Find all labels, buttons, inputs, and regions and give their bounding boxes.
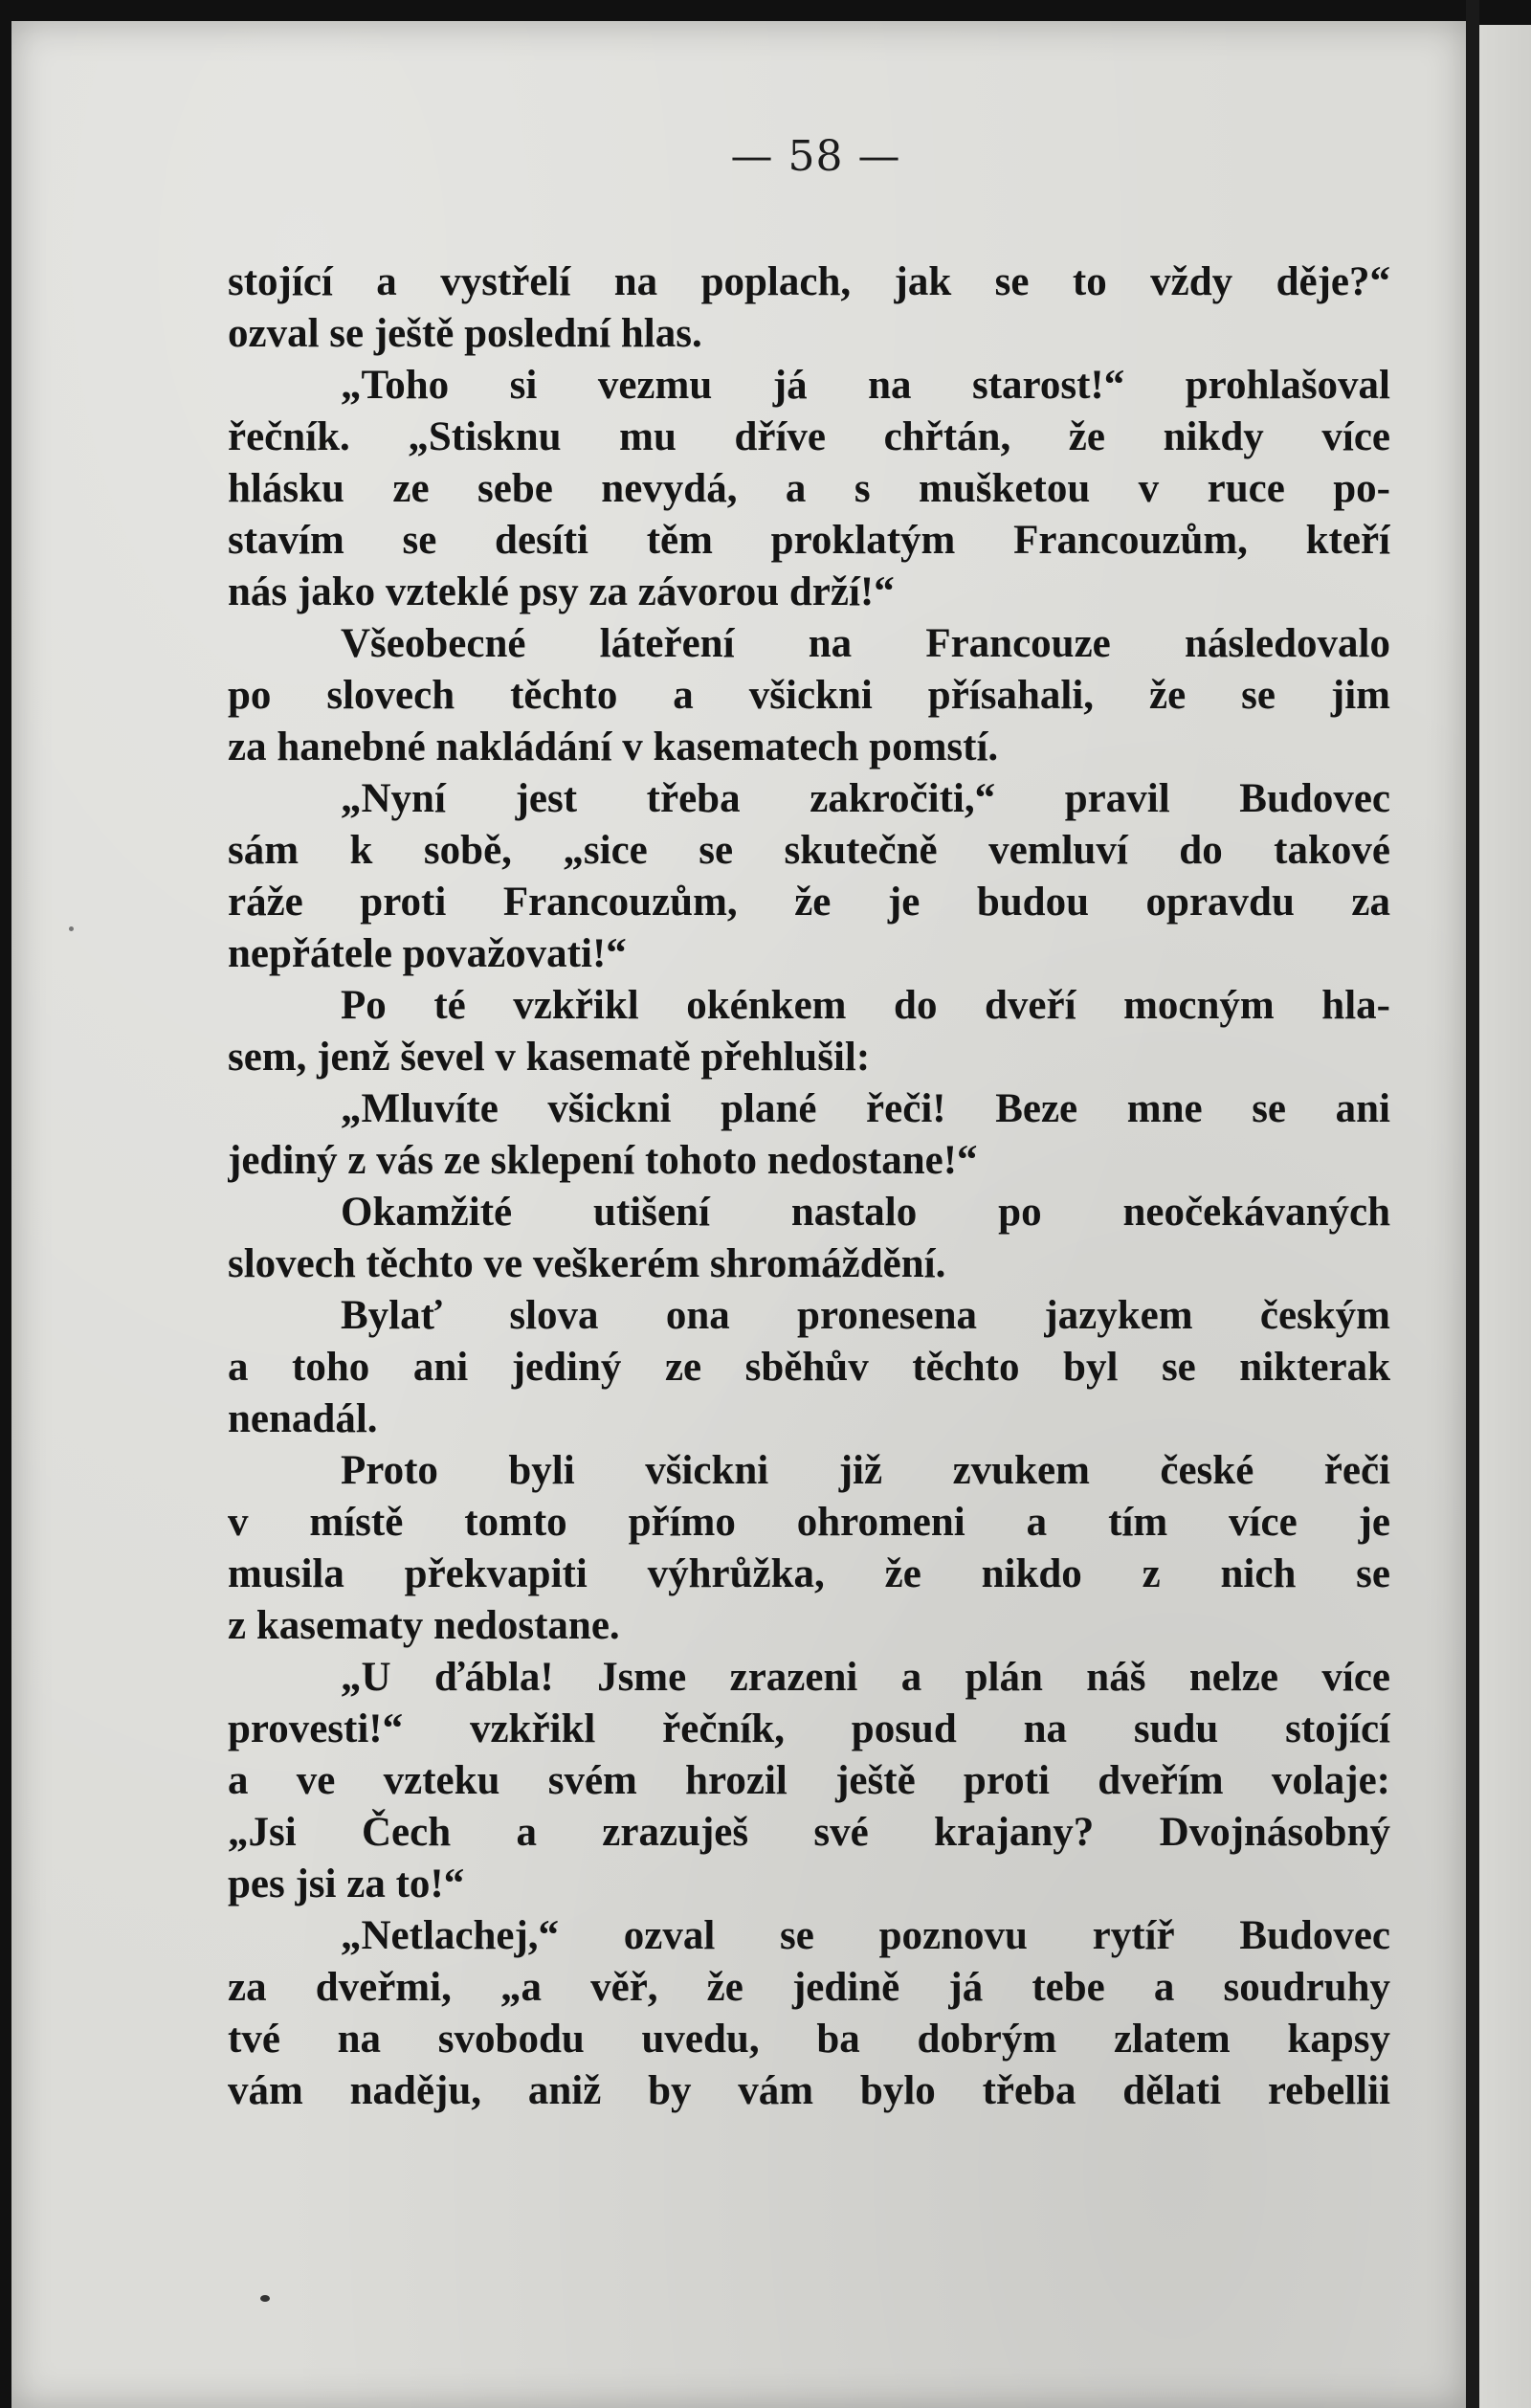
- text-line: Po té vzkřikl okénkem do dveří mocným hla-: [341, 983, 1390, 1028]
- text-line: nenadál.: [228, 1396, 378, 1441]
- text-line: „Jsi Čech a zrazuješ své krajany? Dvojnásobný: [228, 1810, 1390, 1855]
- text-line: jediný z vás ze sklepení tohoto nedostane!“: [228, 1138, 978, 1183]
- text-line: ozval se ještě poslední hlas.: [228, 311, 702, 356]
- next-page-edge: [1479, 25, 1531, 2408]
- ink-speck: [260, 2295, 270, 2302]
- text-line: „Netlachej,“ ozval se poznovu rytíř Budovec: [341, 1913, 1390, 1958]
- text-line: Bylať slova ona pronesena jazykem českým: [341, 1293, 1390, 1338]
- text-line: „Mluvíte všickni plané řeči! Beze mne se ani: [341, 1086, 1390, 1131]
- text-line: Všeobecné láteření na Francouze následovalo: [341, 621, 1390, 666]
- text-line: z kasematy nedostane.: [228, 1603, 620, 1648]
- text-line: Proto byli všickni již zvukem české řeči: [341, 1448, 1390, 1493]
- text-line: pes jsi za to!“: [228, 1862, 465, 1906]
- text-line: „Nyní jest třeba zakročiti,“ pravil Budovec: [341, 776, 1390, 821]
- text-line: za hanebné nakládání v kasematech pomstí.: [228, 725, 999, 769]
- text-line: vám naděju, aniž by vám bylo třeba dělati rebellii: [228, 2068, 1390, 2113]
- page-number: — 58 —: [730, 132, 901, 181]
- text-line: musila překvapiti výhrůžka, že nikdo z nich se: [228, 1551, 1390, 1596]
- ink-speck: [69, 926, 74, 931]
- text-line: po slovech těchto a všickni přísahali, že se jim: [228, 673, 1390, 718]
- text-line: provesti!“ vzkřikl řečník, posud na sudu stojící: [228, 1706, 1390, 1751]
- text-line: nás jako vzteklé psy za závorou drží!“: [228, 569, 895, 614]
- text-line: stavím se desíti těm proklatým Francouzům, kteří: [228, 518, 1390, 563]
- text-line: sem, jenž ševel v kasematě přehlušil:: [228, 1035, 871, 1080]
- text-line: tvé na svobodu uvedu, ba dobrým zlatem kapsy: [228, 2017, 1390, 2062]
- text-line: Okamžité utišení nastalo po neočekávaných: [341, 1190, 1390, 1235]
- body-text: [228, 256, 1390, 2117]
- text-line: a ve vzteku svém hrozil ještě proti dveřím volaje:: [228, 1758, 1390, 1803]
- text-line: a toho ani jediný ze sběhův těchto byl se nikterak: [228, 1345, 1390, 1390]
- text-line: v místě tomto přímo ohromeni a tím více je: [228, 1500, 1390, 1545]
- text-line: nepřátele považovati!“: [228, 931, 627, 976]
- text-line: „U ďábla! Jsme zrazeni a plán náš nelze více: [341, 1655, 1390, 1700]
- page-gutter: [1466, 0, 1479, 2408]
- text-line: stojící a vystřelí na poplach, jak se to vždy děje?“: [228, 259, 1390, 304]
- text-line: slovech těchto ve veškerém shromáždění.: [228, 1241, 946, 1286]
- text-line: řečník. „Stisknu mu dříve chřtán, že nikdy více: [228, 414, 1390, 459]
- text-line: „Toho si vezmu já na starost!“ prohlašoval: [341, 363, 1390, 408]
- text-line: ráže proti Francouzům, že je budou opravdu za: [228, 880, 1390, 925]
- text-line: hlásku ze sebe nevydá, a s mušketou v ruce po-: [228, 466, 1390, 511]
- text-line: za dveřmi, „a věř, že jedině já tebe a soudruhy: [228, 1965, 1390, 2010]
- text-line: sám k sobě, „sice se skutečně vemluví do takové: [228, 828, 1390, 873]
